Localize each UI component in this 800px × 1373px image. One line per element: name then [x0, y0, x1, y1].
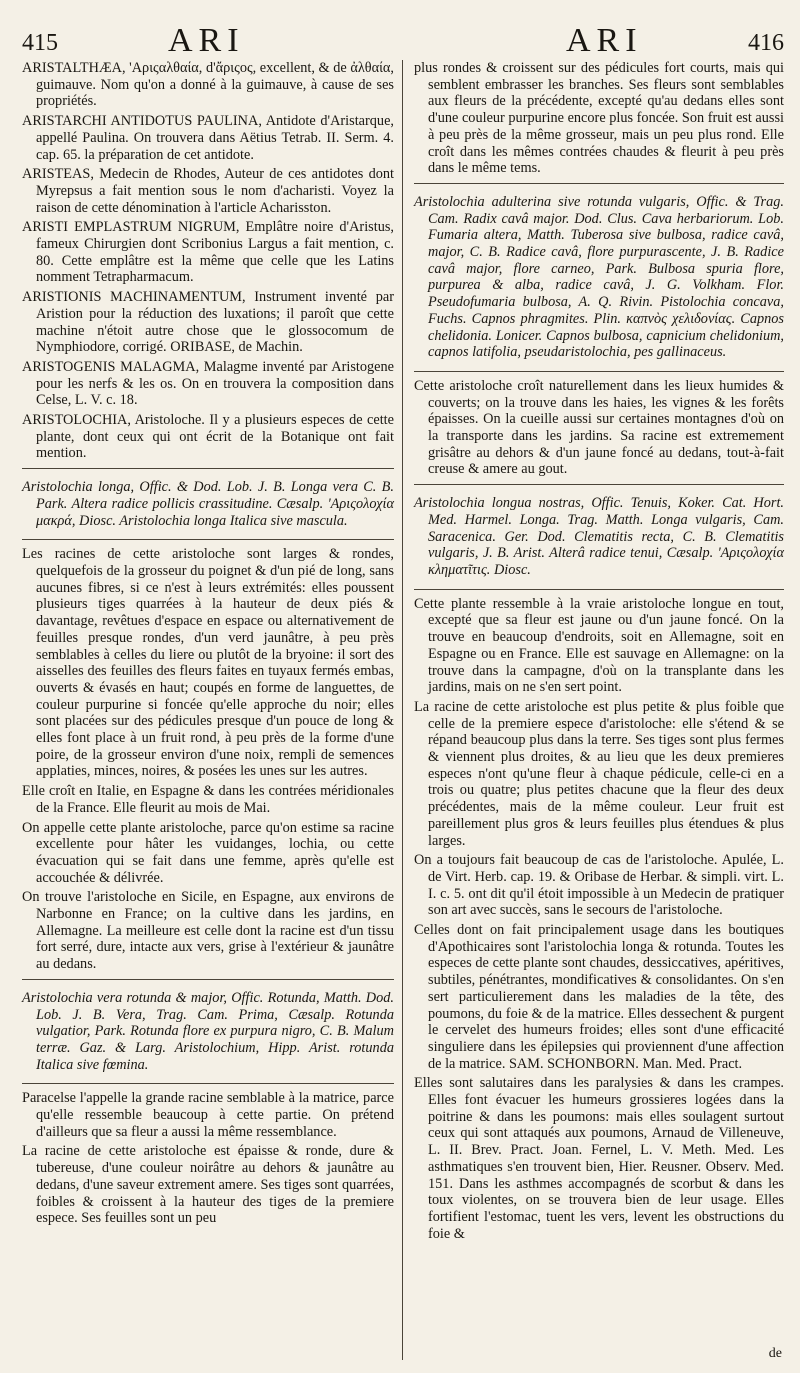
- paragraph: On appelle cette plante aristoloche, parce qu'on estime sa racine excellente pour hâter les vuidanges, lochia, ou cette évacuation qui se fait dans une femme, après qu'elle est accouchée & délivrée.: [22, 819, 394, 886]
- paragraph: Paracelse l'appelle la grande racine semblable à la matrice, parce qu'elle ressemble beaucoup à cette partie. On prétend d'ailleurs que sa fleur a aussi la même ressemblance.: [22, 1090, 394, 1140]
- running-head-left: ARI: [168, 22, 245, 59]
- paragraph: Cette aristoloche croît naturellement dans les lieux humides & couverts; on la trouve dans les haies, les vignes & les forêts épaisses. On la cueille aussi sur certaines montagnes d'où on la transporte dans les jardins. Sa racine est extremement grisâtre au dehors & d'un jaune foncé au dedans, tout-à-fait creuse & amere au gout.: [414, 377, 784, 478]
- entry-aristi-emplastrum: ARISTI EMPLASTRUM NIGRUM, Emplâtre noire d'Aristus, fameux Chirurgien dont Scribonius Largus a fait mention, c. 80. Cette emplâtre est la même que celle que les Latins nomment Tetrapharmacum.: [22, 219, 394, 286]
- entry-aristeas: ARISTEAS, Medecin de Rhodes, Auteur de ces antidotes dont Myrepsus a fait mention sous le nom d'acharisti. Voyez la raison de cette dénomination à l'article Acharisston.: [22, 166, 394, 216]
- paragraph: Elles sont salutaires dans les paralysies & dans les crampes. Elles font évacuer les humeurs grossieres logées dans la poitrine & dans les poumons: mais elles soulagent surtout ceux qui sont attaqués aux poumons, Arnaud de Villeneuve, L. II. Brev. Pract. Joan. Fernel, L. V. Meth. Med. Les asthmatiques s'en trouvent bien, Hier. Reusner. Observ. Med. 151. Dans les asthmes accompagnés de scorbut & dans les toux violentes, on se trouvera bien de leur usage. Elles fortifient l'estomac, tuent les vers, levent les obstructions du foie &: [414, 1075, 784, 1242]
- entry-aristogenis: ARISTOGENIS MALAGMA, Malagme inventé par Aristogene pour les nerfs & les os. On en trouvera la composition dans Celse, L. V. c. 18.: [22, 358, 394, 409]
- page-number-right: 416: [748, 30, 784, 56]
- entry-aristolochia: ARISTOLOCHIA, Aristoloche. Il y a plusieurs especes de cette plante, dont ceux qui ont écrit de la Botanique ont fait mention.: [22, 412, 394, 462]
- synonymy-block: Aristolochia longa, Offic. & Dod. Lob. J. B. Longa vera C. B. Park. Altera radice pollicis crassitudine. Cæsalp. 'Αριςολοχία μακρά, Diosc. Aristolochia longa Italica sive mascula.: [22, 479, 394, 529]
- right-column: [414, 60, 784, 1245]
- page-number-left: 415: [22, 30, 58, 56]
- section-rule: [414, 183, 784, 184]
- section-rule: [414, 589, 784, 590]
- paragraph: Les racines de cette aristoloche sont larges & rondes, quelquefois de la grosseur du poignet & d'un pié de long, sans aucunes fibres, si ce n'est à leurs extrémités: elles poussent plusieurs tiges quarrées à la hauteur de deux piés & davantage, revêtues d'espace en espace ou alternativement de feuilles presque rondes, d'un verd jaunâtre, à peu près semblables à celles du liere ou plutôt de la bryoine: il sort des aisselles des feuilles des fleurs faites en tuyaux fermés embas, ouverts & évasés en haut; coupés en forme de languettes, de couleur purpurine si foncée qu'elle approche du noir; elles sont placées sur des pédicules presque d'un pouce de long & elles font place à un fruit rond, à peu près de la forme d'une poire, de la grosseur environ d'une noix, rempli de semences applaties, minces, noires, & posées les unes sur les autres.: [22, 546, 394, 780]
- synonymy-block: Aristolochia longua nostras, Offic. Tenuis, Koker. Cat. Hort. Med. Harmel. Longa. Trag. Matth. Longa vulgaris, Cam. Saracenica. Ger. Dod. Clematitis recta, C. B. Clematitis vulgaris, J. B. Arist. Alterâ radice tenui, Cæsalp. 'Αριςολοχία κληματῖτις. Diosc.: [414, 495, 784, 578]
- synonymy-block: Aristolochia vera rotunda & major, Offic. Rotunda, Matth. Dod. Lob. J. B. Vera, Trag. Cam. Prima, Cæsalp. Rotunda vulgatior, Park. Rotunda flore ex purpura nigro, C. B. Malum terræ. Gaz. & Larg. Aristolochium, Hipp. Arist. rotunda Italica sive fœmina.: [22, 989, 394, 1073]
- entry-aristionis: ARISTIONIS MACHINAMENTUM, Instrument inventé par Aristion pour la réduction des luxations; il paroît que cette machine n'étoit autre chose que le glossocomum de Nymphiodore, corrigé. ORIBASE, de Machin.: [22, 289, 394, 356]
- paragraph: plus rondes & croissent sur des pédicules fort courts, mais qui semblent embrasser les branches. Ses fleurs sont semblables aux fleurs de la précédente, excepté qu'au dedans elles sont d'une couleur purpurine encore plus foncée. Son fruit est aussi à peu près de la même grosseur, mais un peu plus rond. Elle croît dans les mêmes contrées chaudes & fleurit à peu près dans le même tems.: [414, 60, 784, 177]
- section-rule: [414, 371, 784, 372]
- paragraph: On trouve l'aristoloche en Sicile, en Espagne, aux environs de Narbonne en France; on la cultive dans les jardins, en Allemagne. La meilleure est celle dont la racine est d'un tissu fort serré, dure, intacte aux vers, grise à l'extérieur & jaunâtre au dedans.: [22, 889, 394, 973]
- left-column: [22, 60, 394, 1230]
- section-rule: [22, 539, 394, 540]
- paragraph: Celles dont on fait principalement usage dans les boutiques d'Apothicaires sont l'aristolochia longa & rotunda. Toutes les especes de cette plante sont chaudes, dessiccatives, apéritives, subtiles, pénétrantes, mondificatives & consolidantes. On s'en sert particulierement dans les maladies de la tête, des poumons, du foie & de la matrice. Elles dessechent & purgent le cervelet des humeurs froides; elles sont d'une efficacité singuliere dans les épilepsies qui proviennent d'une affection de la matrice. SAM. SCHONBORN. Man. Med. Pract.: [414, 922, 784, 1072]
- section-rule: [22, 468, 394, 469]
- paragraph: Cette plante ressemble à la vraie aristoloche longue en tout, excepté que sa fleur est jaune ou d'un jaune foncé. On la trouve en beaucoup d'endroits, soit en Allemagne, soit en Espagne ou en France. Elle est sauvage en Allemagne: on la trouve dans la campagne, d'où on la transplante dans les jardins, mais on ne s'en sert point.: [414, 595, 784, 696]
- entry-aristarchi: ARISTARCHI ANTIDOTUS PAULINA, Antidote d'Aristarque, appellé Paulina. On trouvera dans Aëtius Tetrab. II. Serm. 4. cap. 65. la préparation de cet antidote.: [22, 113, 394, 163]
- entry-aristalthaea: ARISTALTHÆA, 'Αριςαλθαία, d'ἄριςος, excellent, & de ἀλθαία, guimauve. Nom qu'on a donné à la guimauve, à cause de ses propriétés.: [22, 60, 394, 110]
- catchword: de: [768, 1346, 782, 1361]
- section-rule: [414, 484, 784, 485]
- paragraph: La racine de cette aristoloche est plus petite & plus foible que celle de la premiere espece d'aristoloche: elle s'étend & se répand beaucoup plus dans la terre. Ses tiges sont plus fermes & viennent plus droites, & au lieu que les deux premieres especes n'ont qu'une fleur à chaque pédicule, celle-ci en a trois ou quatre; plus petites chacune que la fleur des deux précédentes, mais de la même couleur. Leur fruit est pareillement plus gros & leurs feuilles plus étendues & plus larges.: [414, 698, 784, 849]
- paragraph: Elle croît en Italie, en Espagne & dans les contrées méridionales de la France. Elle fleurit au mois de Mai.: [22, 783, 394, 816]
- column-divider: [402, 60, 403, 1360]
- synonymy-block: Aristolochia adulterina sive rotunda vulgaris, Offic. & Trag. Cam. Radix cavâ major. Dod. Clus. Cava herbariorum. Lob. Fumaria altera, Matth. Tuberosa sive bulbosa, radice cavâ, major, C. B. Radice cavâ, flore purpurascente, J. B. Radice cavâ major, flore carneo, Park. Bulbosa spuria flore, purpurea & alba, radice cavâ, J. G. Volkham. Flor. Pseudofumaria bulbosa, A. Q. Rivin. Pistolochia concava, Fuchs. Capnos phragmites. Plin. καπνὸς χελιδονίας. Capnos chelidonia. Lonicer. Capnos bulbosa, capnicium chelidonium, capnos latifolia, pseudaristolochia, pes gallinaceus.: [414, 193, 784, 361]
- page-header: [0, 22, 800, 62]
- paragraph: La racine de cette aristoloche est épaisse & ronde, dure & tubereuse, d'une couleur noirâtre au dehors & jaunâtre au dedans, d'une saveur extrement amere. Ses tiges sont quarrées, foibles & croissent à la hauteur des tiges de la premiere espece. Ses feuilles sont un peu: [22, 1143, 394, 1227]
- running-head-right: ARI: [566, 22, 643, 59]
- section-rule: [22, 979, 394, 980]
- paragraph: On a toujours fait beaucoup de cas de l'aristoloche. Apulée, L. de Virt. Herb. cap. 19. & Oribase de Herbar. & simpli. virt. L. I. c. 5. ont dit qu'il étoit impossible à un Medecin de pratiquer son art avec succès, sans le secours de l'aristoloche.: [414, 852, 784, 919]
- section-rule: [22, 1083, 394, 1084]
